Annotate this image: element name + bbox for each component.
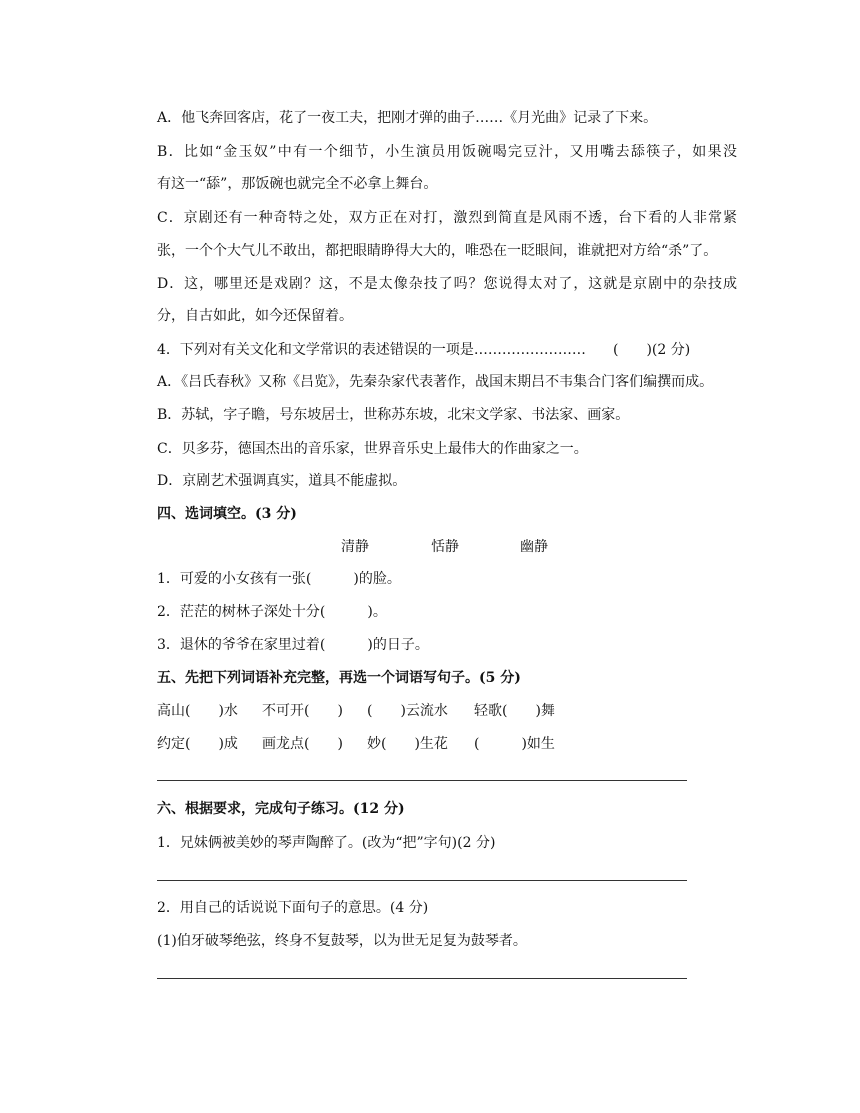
- section5-title: 五、先把下列词语补充完整，再选一个词语写句子。(5 分): [157, 670, 521, 686]
- idiom-2: 不可开( ): [262, 703, 343, 719]
- section6-q1: 1．兄妹俩被美妙的琴声陶醉了。(改为“把”字句)(2 分): [157, 835, 496, 851]
- answer-line-section5[interactable]: [157, 780, 687, 781]
- section4-item-2: 2．茫茫的树林子深处十分( )。: [157, 604, 387, 620]
- q4-option-d: D．京剧艺术强调真实，道具不能虚拟。: [157, 473, 407, 489]
- word-option-1: 清静: [341, 539, 369, 555]
- idiom-4: 轻歌( )舞: [474, 703, 555, 719]
- section6-q2-item1: (1)伯牙破琴绝弦，终身不复鼓琴，以为世无足复为鼓琴者。: [157, 933, 527, 949]
- section4-item-3: 3．退休的爷爷在家里过着( )的日子。: [157, 637, 429, 653]
- section4-title: 四、选词填空。(3 分): [157, 506, 297, 522]
- q3-option-d-line1: D．这，哪里还是戏剧？这，不是太像杂技了吗？您说得太对了，这就是京剧中的杂技成: [157, 276, 737, 292]
- q4-option-a: A．《吕氏春秋》又称《吕览》，先秦杂家代表著作，战国末期吕不韦集合门客们编撰而成。: [157, 374, 714, 390]
- q3-option-b-line2: 有这一“舔”，那饭碗也就完全不必拿上舞台。: [157, 176, 438, 192]
- idiom-6: 画龙点( ): [262, 736, 343, 752]
- idiom-8: ( )如生: [474, 736, 555, 752]
- section4-item-1: 1．可爱的小女孩有一张( )的脸。: [157, 571, 401, 587]
- answer-line-q2-1[interactable]: [157, 978, 687, 979]
- q3-option-b-line1: B．比如“金玉奴”中有一个细节，小生演员用饭碗喝完豆汁，又用嘴去舔筷子，如果没: [157, 144, 737, 160]
- idiom-1: 高山( )水: [157, 703, 238, 719]
- q3-option-a: A．他飞奔回客店，花了一夜工夫，把刚才弹的曲子……《月光曲》记录了下来。: [157, 110, 658, 126]
- section6-title: 六、根据要求，完成句子练习。(12 分): [157, 801, 405, 817]
- idiom-7: 妙( )生花: [367, 736, 448, 752]
- idiom-3: ( )云流水: [367, 703, 448, 719]
- q4-stem: 4．下列对有关文化和文学常识的表述错误的一项是……………………: [157, 342, 586, 358]
- answer-line-q1[interactable]: [157, 880, 687, 881]
- q4-option-b: B．苏轼，字子瞻，号东坡居士，世称苏东坡，北宋文学家、书法家、画家。: [157, 407, 630, 423]
- q4-answer-blank: ( )(2 分): [613, 342, 691, 358]
- word-option-2: 恬静: [431, 539, 459, 555]
- idiom-5: 约定( )成: [157, 736, 238, 752]
- q3-option-c-line1: C．京剧还有一种奇特之处，双方正在对打，激烈到简直是风雨不透，台下看的人非常紧: [157, 210, 737, 226]
- section6-q2: 2．用自己的话说说下面句子的意思。(4 分): [157, 900, 429, 916]
- q3-option-c-line2: 张，一个个大气儿不敢出，都把眼睛睁得大大的，唯恐在一眨眼间，谁就把对方给“杀”了。: [157, 243, 718, 259]
- word-option-3: 幽静: [520, 539, 548, 555]
- q4-option-c: C．贝多芬，德国杰出的音乐家，世界音乐史上最伟大的作曲家之一。: [157, 441, 588, 457]
- q3-option-d-line2: 分，自古如此，如今还保留着。: [157, 308, 353, 324]
